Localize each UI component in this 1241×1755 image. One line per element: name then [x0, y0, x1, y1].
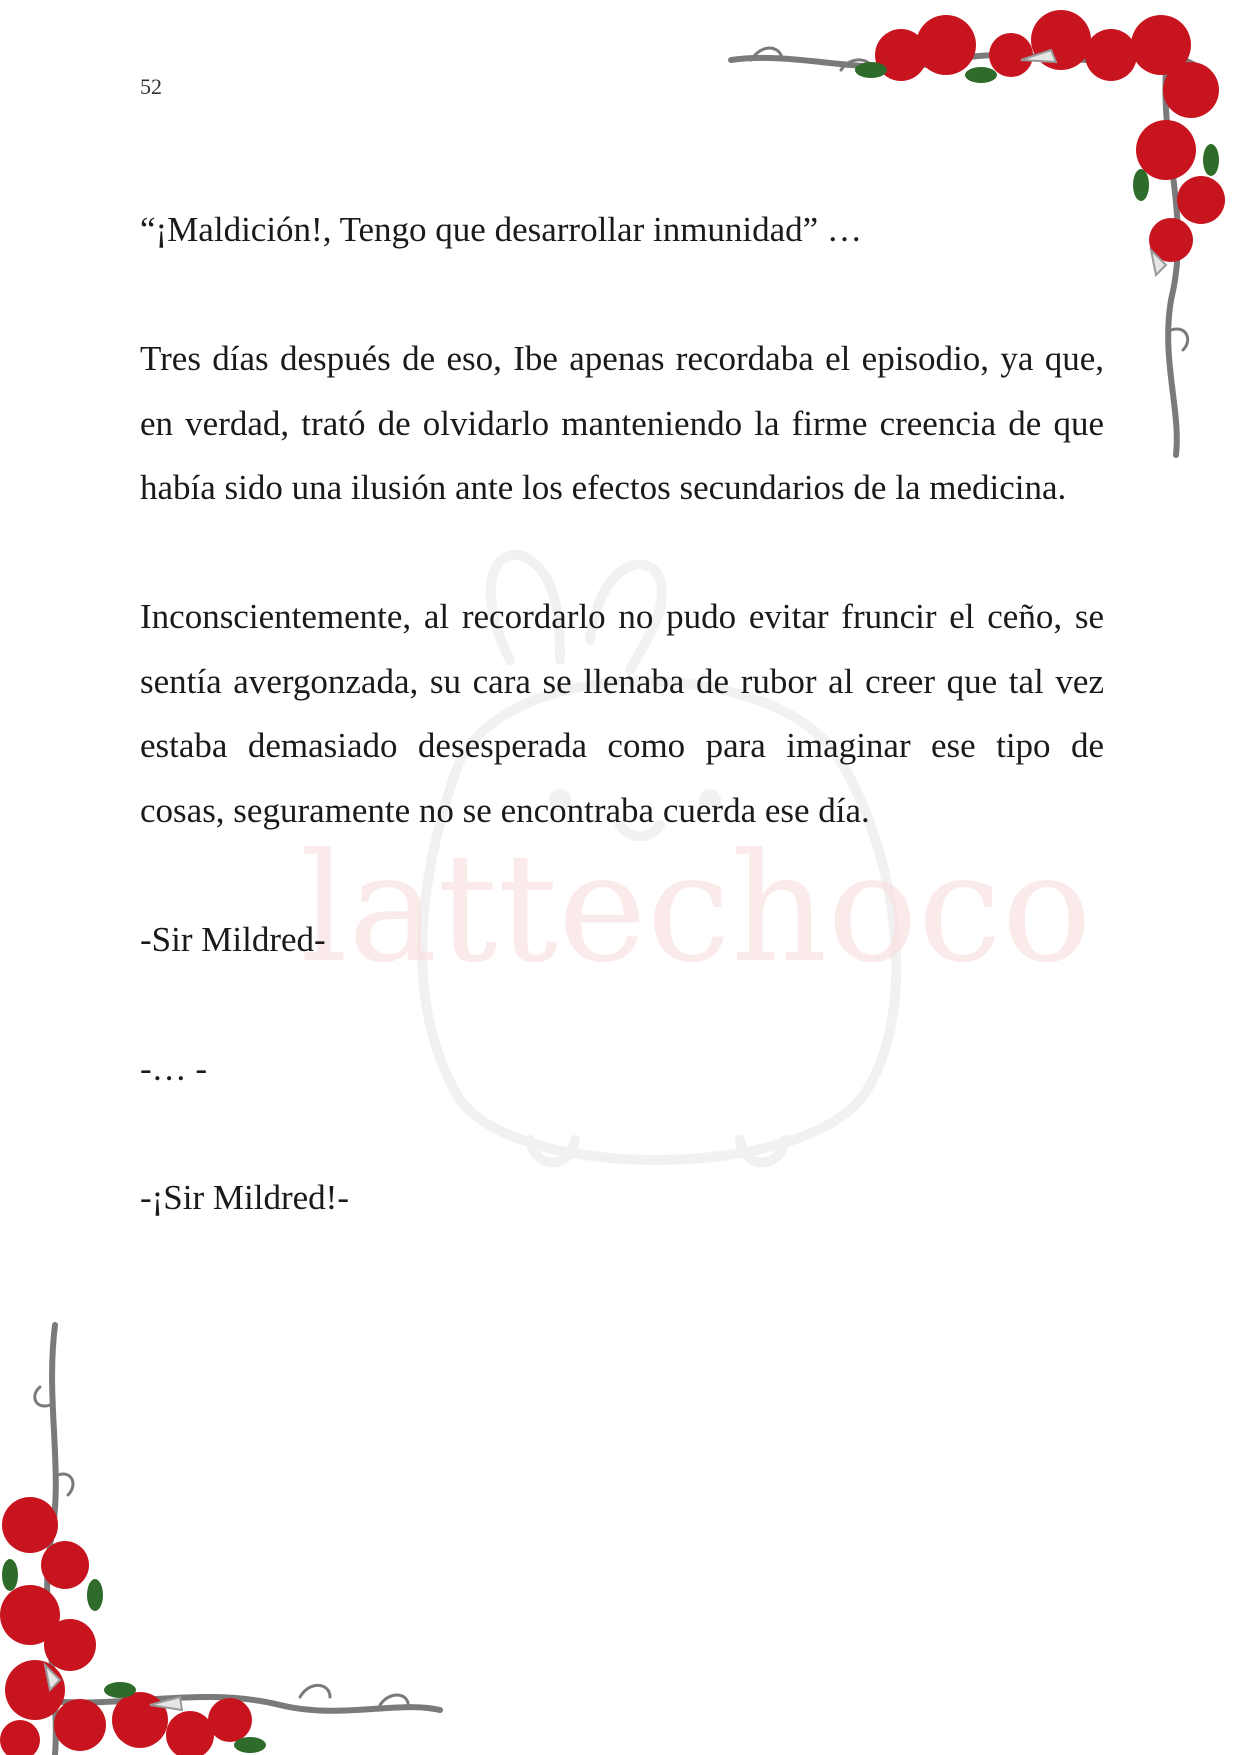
dialogue-line-1: -Sir Mildred- — [140, 919, 326, 959]
page-number: 52 — [140, 74, 162, 99]
watermark-text: lattechoco — [300, 822, 1092, 996]
paragraph-3: Inconscientemente, al recordarlo no pudo evitar fruncir el ceño, se sentía avergonzada, su cara se llenaba de rubor al creer que tal vez estaba demasiado desesperada como para imaginar ese tipo de cosas, seguramente no se encontraba cuerda ese día. — [140, 597, 1104, 830]
dialogue-line-3: -¡Sir Mildred!- — [140, 1177, 349, 1217]
dialogue-line-2: -… - — [140, 1048, 208, 1088]
paragraph-2: Tres días después de eso, Ibe apenas recordaba el episodio, ya que, en verdad, trató de olvidarlo manteniendo la firme creencia de que había sido una ilusión ante los efectos secundarios de la medicina. — [140, 339, 1104, 507]
paragraph-1: “¡Maldición!, Tengo que desarrollar inmunidad” … — [140, 210, 862, 249]
body-text — [140, 198, 1104, 1295]
rose-corner-bottom-left — [0, 1325, 450, 1755]
